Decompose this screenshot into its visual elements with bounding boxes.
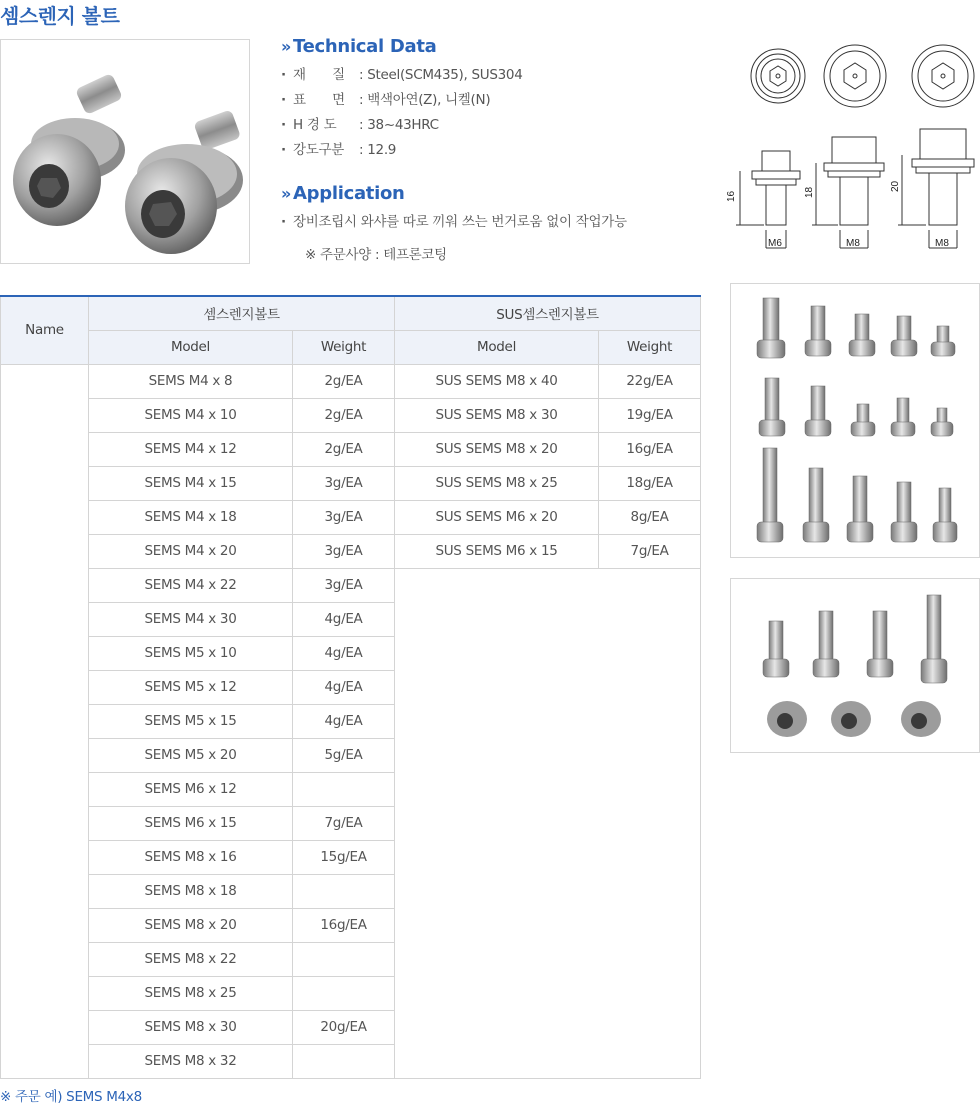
model-cell: SEMS M5 x 10 (89, 636, 293, 670)
dim-size-label: M8 (935, 238, 949, 249)
technical-data-title (281, 36, 522, 57)
weight-cell (293, 976, 395, 1010)
model-header: Model (89, 330, 293, 364)
application-item: · 장비조립시 와샤를 따로 끼워 쓰는 번거로움 없이 작업가능 (281, 210, 627, 235)
model-cell: SEMS M6 x 15 (89, 806, 293, 840)
application-title-text: Application (293, 183, 405, 204)
model-cell: SEMS M5 x 12 (89, 670, 293, 704)
spec-item (281, 88, 522, 113)
spec-item (281, 113, 522, 138)
double-chevron-icon: » (281, 184, 292, 203)
page-title: 셈스렌지 볼트 (0, 4, 120, 28)
weight-cell (293, 1044, 395, 1078)
bolt-assortment-image (731, 284, 979, 557)
technical-data-section (281, 36, 522, 163)
dim-height-label: 18 (804, 186, 815, 198)
weight-cell: 2g/EA (293, 432, 395, 466)
sus-weight-cell: 7g/EA (599, 534, 701, 568)
weight-cell: 5g/EA (293, 738, 395, 772)
sus-model-cell: SUS SEMS M8 x 25 (395, 466, 599, 500)
model-cell: SEMS M4 x 8 (89, 364, 293, 398)
table-row (1, 432, 701, 466)
spec-label: 강도구분 (293, 142, 344, 158)
group-header-sus-sems: SUS셈스렌지볼트 (395, 296, 701, 330)
dim-height-label: 20 (890, 180, 901, 192)
spec-value: : 38~43HRC (359, 117, 439, 133)
model-cell: SEMS M8 x 16 (89, 840, 293, 874)
sus-weight-cell: 18g/EA (599, 466, 701, 500)
sus-weight-cell: 22g/EA (599, 364, 701, 398)
table-row (1, 466, 701, 500)
spec-table (0, 295, 701, 1079)
model-cell: SEMS M4 x 20 (89, 534, 293, 568)
weight-cell: 3g/EA (293, 568, 395, 602)
weight-cell: 16g/EA (293, 908, 395, 942)
order-example-note: ※ 주문 예) SEMS M4x8 (0, 1089, 142, 1105)
side-view-m8-b (898, 129, 974, 248)
dim-height-label: 16 (726, 190, 737, 202)
sus-model-cell: SUS SEMS M6 x 20 (395, 500, 599, 534)
weight-cell: 4g/EA (293, 670, 395, 704)
weight-cell: 2g/EA (293, 364, 395, 398)
sus-model-cell: SUS SEMS M8 x 20 (395, 432, 599, 466)
dim-size-label: M8 (846, 238, 860, 249)
weight-cell: 2g/EA (293, 398, 395, 432)
table-row (1, 568, 701, 602)
sus-weight-cell: 8g/EA (599, 500, 701, 534)
weight-cell: 20g/EA (293, 1010, 395, 1044)
order-spec-note: ※ 주문사양 : 테프론코팅 (305, 247, 447, 263)
model-cell: SEMS M8 x 22 (89, 942, 293, 976)
name-header: Name (1, 296, 89, 364)
model-cell: SEMS M4 x 10 (89, 398, 293, 432)
model-cell: SEMS M4 x 12 (89, 432, 293, 466)
application-section (281, 183, 627, 263)
model-cell: SEMS M4 x 15 (89, 466, 293, 500)
spec-item (281, 63, 522, 88)
model-cell: SEMS M4 x 22 (89, 568, 293, 602)
side-view-m8-a (812, 137, 884, 248)
model-cell: SEMS M5 x 15 (89, 704, 293, 738)
bolt-dimension-drawing (728, 40, 980, 265)
model-cell: SEMS M4 x 18 (89, 500, 293, 534)
model-cell: SEMS M4 x 30 (89, 602, 293, 636)
weight-cell (293, 874, 395, 908)
double-chevron-icon: » (281, 37, 292, 56)
spec-value: : Steel(SCM435), SUS304 (359, 67, 523, 83)
weight-cell: 4g/EA (293, 636, 395, 670)
technical-data-title-text: Technical Data (293, 36, 437, 57)
weight-cell: 15g/EA (293, 840, 395, 874)
top-view-m8-b (912, 45, 974, 107)
sus-weight-cell: 16g/EA (599, 432, 701, 466)
model-cell: SEMS M5 x 20 (89, 738, 293, 772)
weight-cell: 4g/EA (293, 704, 395, 738)
weight-cell: 7g/EA (293, 806, 395, 840)
spec-label: 재 질 (293, 67, 345, 83)
weight-cell: 3g/EA (293, 500, 395, 534)
model-cell: SEMS M8 x 25 (89, 976, 293, 1010)
spec-table-body (1, 364, 701, 1078)
sus-model-cell: SUS SEMS M8 x 40 (395, 364, 599, 398)
table-row (1, 364, 701, 398)
spec-value: : 백색아연(Z), 니켈(N) (359, 92, 491, 108)
dim-size-label: M6 (768, 238, 782, 249)
technical-drawing (728, 40, 980, 265)
empty-cell (395, 568, 701, 1078)
bolt-set-image (731, 579, 979, 752)
table-row (1, 500, 701, 534)
sus-model-cell: SUS SEMS M8 x 30 (395, 398, 599, 432)
sus-weight-cell: 19g/EA (599, 398, 701, 432)
bolt-set-photo (730, 578, 980, 753)
model-header: Model (395, 330, 599, 364)
weight-cell (293, 772, 395, 806)
spec-item (281, 138, 522, 163)
weight-cell (293, 942, 395, 976)
application-list (281, 210, 627, 235)
sus-model-cell: SUS SEMS M6 x 15 (395, 534, 599, 568)
top-view-m8-a (824, 45, 886, 107)
spec-label: H 경 도 (293, 117, 337, 133)
application-title (281, 183, 627, 204)
top-view-m6 (751, 49, 805, 103)
bolt-assortment-photo (730, 283, 980, 558)
spec-label: 표 면 (293, 92, 345, 108)
table-row (1, 534, 701, 568)
model-cell: SEMS M6 x 12 (89, 772, 293, 806)
spec-value: : 12.9 (359, 142, 397, 158)
weight-cell: 3g/EA (293, 466, 395, 500)
model-cell: SEMS M8 x 30 (89, 1010, 293, 1044)
technical-data-list (281, 63, 522, 163)
weight-header: Weight (293, 330, 395, 364)
model-cell: SEMS M8 x 20 (89, 908, 293, 942)
group-header-sems: 셈스렌지볼트 (89, 296, 395, 330)
weight-cell: 4g/EA (293, 602, 395, 636)
model-cell: SEMS M8 x 18 (89, 874, 293, 908)
weight-header: Weight (599, 330, 701, 364)
sems-bolt-pair-image (1, 40, 249, 263)
name-cell (1, 364, 89, 1078)
side-view-m6 (736, 151, 800, 248)
product-photo (0, 39, 250, 264)
weight-cell: 3g/EA (293, 534, 395, 568)
table-row (1, 398, 701, 432)
model-cell: SEMS M8 x 32 (89, 1044, 293, 1078)
